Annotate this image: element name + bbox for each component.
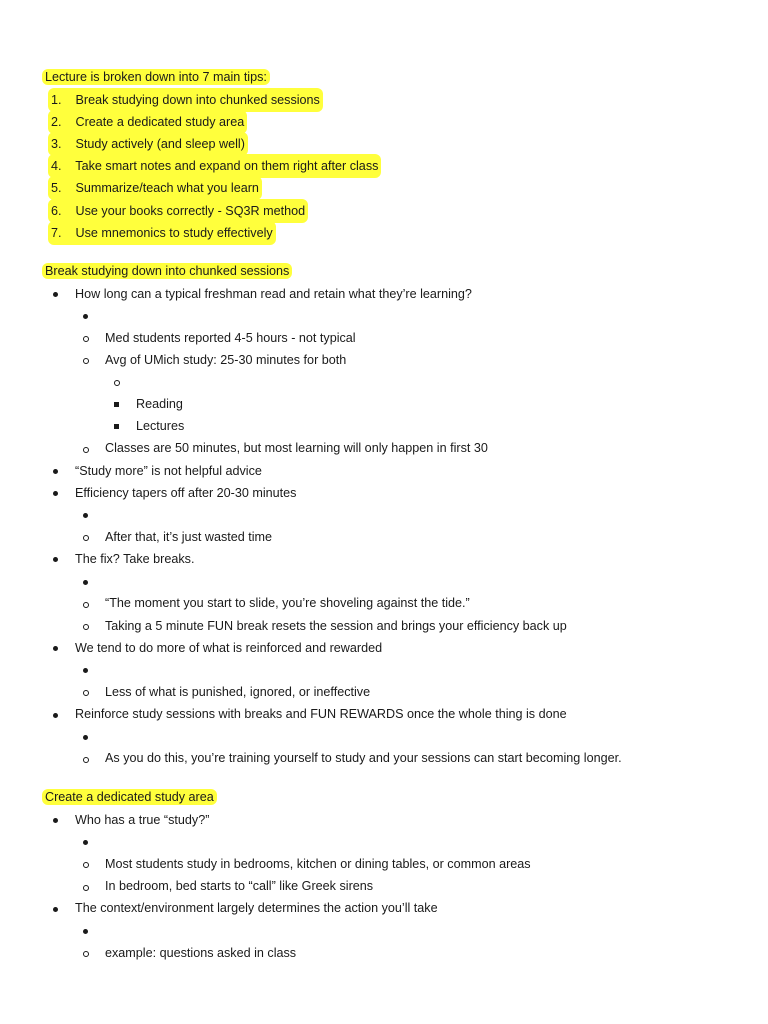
bullet-disc-icon [53,469,58,474]
bullet-disc-icon [53,646,58,651]
bullet-disc-icon [83,840,88,845]
tip-item [0,110,768,132]
bullet-disc-icon [53,292,58,297]
list-item: In bedroom, bed starts to “call” like Greek sirens [105,879,374,893]
bullet-circle-icon [83,885,89,891]
bullet-square-icon [114,424,119,429]
tip-highlight [48,176,262,200]
bullet-circle-icon [83,862,89,868]
tip-number: 7. [51,226,62,240]
tip-text: Take smart notes and expand on them right after class [75,159,379,173]
list-item: As you do this, you’re training yourself to study and your sessions can start becoming longer. [105,751,622,765]
tip-item [0,199,768,221]
tip-highlight [48,199,308,223]
bullet-disc-icon [53,907,58,912]
bullet-circle-icon [83,535,89,541]
tip-highlight [48,154,381,178]
list-item: Med students reported 4-5 hours - not typical [105,331,356,345]
list-item: Avg of UMich study: 25-30 minutes for both [105,353,347,367]
tip-number: 4. [51,159,62,173]
tip-text: Use your books correctly - SQ3R method [75,204,306,218]
bullet-square-icon [114,402,119,407]
bullet-disc-icon [53,713,58,718]
intro-heading-text: Lecture is broken down into 7 main tips: [42,69,270,85]
list-item: Who has a true “study?” [75,813,210,827]
list-item: The context/environment largely determines the action you’ll take [75,901,438,915]
tip-text: Break studying down into chunked sessions [75,93,320,107]
bullet-disc-icon [53,818,58,823]
tip-number: 5. [51,181,62,195]
bullet-circle-icon [83,602,89,608]
list-item: “The moment you start to slide, you’re shoveling against the tide.” [105,596,470,610]
list-item: example: questions asked in class [105,946,297,960]
bullet-disc-icon [83,735,88,740]
tip-highlight [48,221,276,245]
tip-number: 2. [51,115,62,129]
bullet-circle-icon [83,447,89,453]
bullet-disc-icon [83,668,88,673]
list-item: Lectures [136,419,185,433]
bullet-circle-icon [83,690,89,696]
bullet-disc-icon [83,580,88,585]
list-item: The fix? Take breaks. [75,552,195,566]
bullet-circle-icon [83,358,89,364]
list-item: We tend to do more of what is reinforced and rewarded [75,641,383,655]
list-item: Less of what is punished, ignored, or ineffective [105,685,371,699]
bullet-disc-icon [53,557,58,562]
list-item: After that, it’s just wasted time [105,530,273,544]
tip-highlight [48,110,247,134]
bullet-disc-icon [53,491,58,496]
tip-number: 6. [51,204,62,218]
tip-item [0,88,768,110]
list-item: How long can a typical freshman read and retain what they’re learning? [75,287,472,301]
section-heading [42,786,217,808]
tip-number: 1. [51,93,62,107]
bullet-circle-icon [83,951,89,957]
tip-highlight [48,132,248,156]
list-item: Efficiency tapers off after 20-30 minutes [75,486,297,500]
tip-highlight [48,88,323,112]
section-heading [42,260,292,282]
intro-heading [42,66,270,88]
tip-item [0,132,768,154]
bullet-circle-icon [114,380,120,386]
list-item: Reinforce study sessions with breaks and FUN REWARDS once the whole thing is done [75,707,567,721]
bullet-circle-icon [83,757,89,763]
bullet-disc-icon [83,314,88,319]
list-item: “Study more” is not helpful advice [75,464,262,478]
tip-item [0,221,768,243]
section-heading-text: Create a dedicated study area [42,789,217,805]
bullet-circle-icon [83,624,89,630]
bullet-disc-icon [83,929,88,934]
bullet-circle-icon [83,336,89,342]
list-item: Reading [136,397,183,411]
section-heading-text: Break studying down into chunked sessions [42,263,292,279]
tip-item [0,154,768,176]
list-item: Most students study in bedrooms, kitchen or dining tables, or common areas [105,857,531,871]
tip-text: Use mnemonics to study effectively [75,226,273,240]
tip-text: Create a dedicated study area [75,115,245,129]
bullet-disc-icon [83,513,88,518]
tip-text: Summarize/teach what you learn [75,181,259,195]
tip-number: 3. [51,137,62,151]
list-item: Taking a 5 minute FUN break resets the session and brings your efficiency back up [105,619,567,633]
tip-item [0,176,768,198]
tip-text: Study actively (and sleep well) [75,137,245,151]
list-item: Classes are 50 minutes, but most learning will only happen in first 30 [105,441,488,455]
